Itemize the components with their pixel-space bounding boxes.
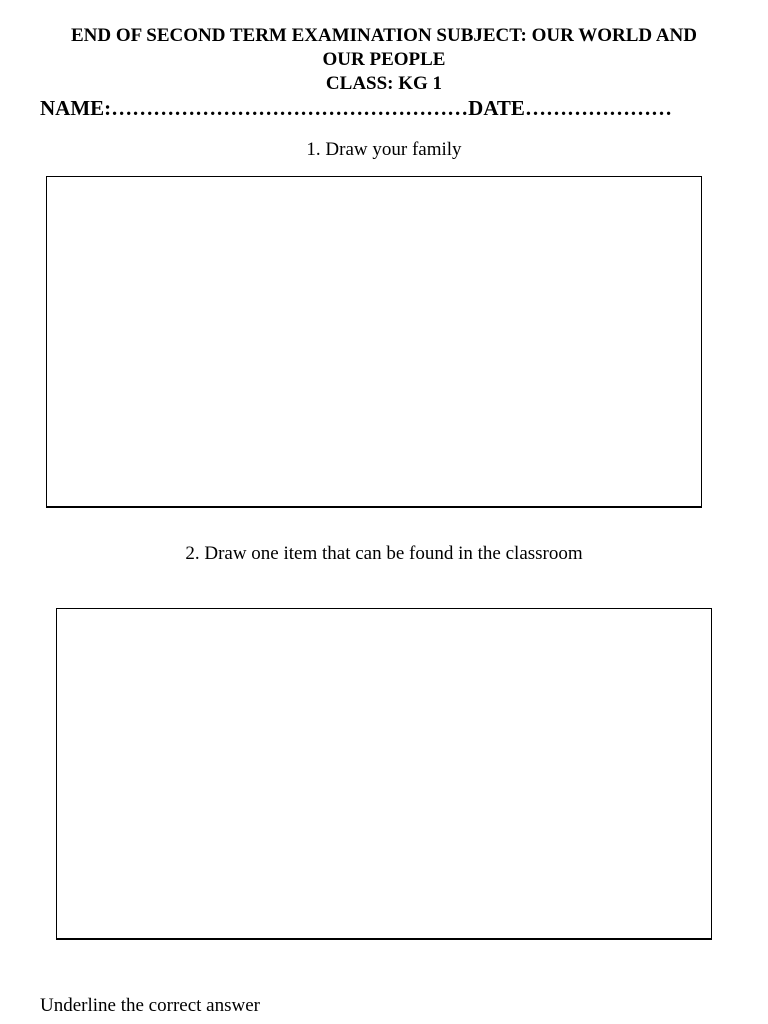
section-instruction: Underline the correct answer [40, 995, 260, 1016]
name-date-line: NAME:……………………………………………DATE………………… [40, 96, 672, 120]
question-1-drawing-box [46, 176, 702, 508]
class-label: CLASS: KG 1 [325, 73, 443, 94]
exam-title-line-1: END OF SECOND TERM EXAMINATION SUBJECT: OUR WORLD AND [70, 25, 697, 46]
exam-title-line-2: OUR PEOPLE [322, 49, 446, 70]
question-2-prompt: 2. Draw one item that can be found in the classroom [185, 543, 583, 564]
exam-header [40, 24, 728, 96]
question-1-prompt: 1. Draw your family [306, 139, 462, 160]
question-2-drawing-box [56, 608, 712, 940]
